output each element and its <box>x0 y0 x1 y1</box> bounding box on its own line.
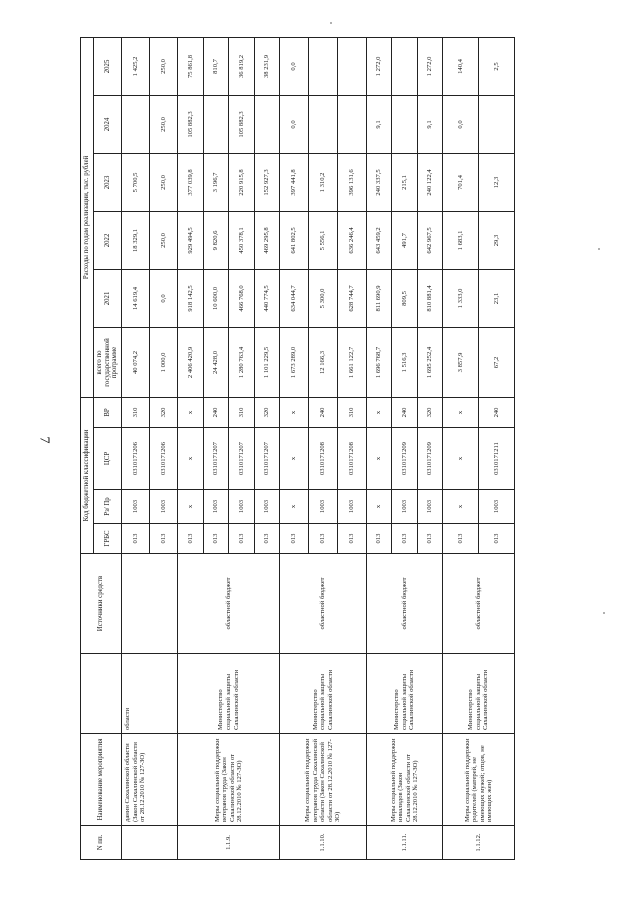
cell-2025: 2,5 <box>479 37 515 95</box>
cell-2021: 809,5 <box>392 269 417 327</box>
cell-total: 1 000,0 <box>150 327 178 397</box>
cell-2021: 628 744,7 <box>338 269 367 327</box>
cell-2025: 0,0 <box>280 37 309 95</box>
scan-artifact <box>330 22 332 24</box>
cell-src <box>122 554 178 654</box>
cell-2022: 929 494,5 <box>178 211 203 269</box>
scan-artifact <box>603 612 605 614</box>
cell-src: областной бюджет <box>178 554 280 654</box>
col-n: N пп. <box>81 826 122 860</box>
cell-2022: 250,0 <box>150 211 178 269</box>
cell-total: 3 857,9 <box>443 327 479 397</box>
cell-2023: 152 927,3 <box>254 153 279 211</box>
col-name: Наименование мероприятия <box>81 734 122 826</box>
cell-grbs: 013 <box>203 524 228 554</box>
cell-2025: 1 425,2 <box>122 37 150 95</box>
cell-2023: 250,0 <box>150 153 178 211</box>
cell-grbs: 013 <box>229 524 254 554</box>
cell-2025: 36 819,2 <box>229 37 254 95</box>
cell-csr: x <box>178 428 203 490</box>
cell-total: 12 166,3 <box>309 327 338 397</box>
col-2021: 2021 <box>93 269 121 327</box>
cell-rz: x <box>367 490 392 524</box>
cell-2025: 810,7 <box>203 37 228 95</box>
cell-2024 <box>392 95 417 153</box>
cell-csr: 0310171208 <box>338 428 367 490</box>
col-2024: 2024 <box>93 95 121 153</box>
cell-total: 1 695 252,4 <box>417 327 442 397</box>
col-2025: 2025 <box>93 37 121 95</box>
cell-2023: 397 441,8 <box>280 153 309 211</box>
cell-2022: 643 459,2 <box>367 211 392 269</box>
cell-2024: 105 882,3 <box>178 95 203 153</box>
col-budget-class: Код бюджетной классификации <box>81 397 94 553</box>
cell-name: Меры социальной поддержки инвалидов (Закон Сахалинской области от 28.12.2010 № 127-ЗО) <box>367 734 443 826</box>
cell-2022: 29,3 <box>479 211 515 269</box>
cell-2022: 491,7 <box>392 211 417 269</box>
cell-exec: Министерство социальной защиты Сахалинской области <box>280 654 367 734</box>
cell-total: 1 280 763,4 <box>229 327 254 397</box>
cell-2021: 811 690,9 <box>367 269 392 327</box>
cell-2021: 634 044,7 <box>280 269 309 327</box>
cell-2022: 641 802,5 <box>280 211 309 269</box>
cell-2025 <box>309 37 338 95</box>
cell-rz: x <box>443 490 479 524</box>
cell-n: 1.1.9. <box>178 826 280 860</box>
cell-2022: 469 295,8 <box>254 211 279 269</box>
cell-n: 1.1.10. <box>280 826 367 860</box>
col-vr: ВР <box>93 397 121 427</box>
cell-2024 <box>122 95 150 153</box>
cell-2025: 140,4 <box>443 37 479 95</box>
cell-n: 1.1.11. <box>367 826 443 860</box>
cell-exec: Министерство социальной защиты Сахалинской области <box>367 654 443 734</box>
cell-name: Меры социальной поддержки родителей (матерей, не имеющих мужей; отцов, не имеющих жен) <box>443 734 515 826</box>
cell-rz: 1003 <box>417 490 442 524</box>
cell-rz: 1003 <box>309 490 338 524</box>
cell-csr: 0310171211 <box>479 428 515 490</box>
cell-csr: 0310171209 <box>417 428 442 490</box>
table-row <box>367 37 392 859</box>
cell-2025: 75 861,8 <box>178 37 203 95</box>
cell-2022: 9 820,6 <box>203 211 228 269</box>
cell-rz: 1003 <box>122 490 150 524</box>
cell-grbs: 013 <box>417 524 442 554</box>
cell-2022: 450 378,1 <box>229 211 254 269</box>
cell-2023: 1 310,2 <box>309 153 338 211</box>
cell-n <box>122 826 178 860</box>
cell-rz: 1003 <box>254 490 279 524</box>
cell-2025 <box>392 37 417 95</box>
header-row-1 <box>81 37 94 859</box>
cell-csr: 0310171207 <box>203 428 228 490</box>
cell-total: 40 074,2 <box>122 327 150 397</box>
cell-csr: 0310171209 <box>392 428 417 490</box>
page-number: 7 <box>36 436 52 444</box>
cell-2023: 240 122,4 <box>417 153 442 211</box>
cell-total: 67,2 <box>479 327 515 397</box>
cell-csr: x <box>280 428 309 490</box>
cell-total: 1 696 768,7 <box>367 327 392 397</box>
cell-vr: x <box>178 397 203 427</box>
cell-vr: x <box>280 397 309 427</box>
cell-2022: 636 246,4 <box>338 211 367 269</box>
cell-vr: 320 <box>417 397 442 427</box>
cell-csr: 0310171207 <box>229 428 254 490</box>
cell-grbs: 013 <box>338 524 367 554</box>
cell-2021: 810 881,4 <box>417 269 442 327</box>
cell-2023: 396 131,6 <box>338 153 367 211</box>
cell-2023: 220 915,8 <box>229 153 254 211</box>
cell-2021: 14 619,4 <box>122 269 150 327</box>
cell-vr: 310 <box>338 397 367 427</box>
cell-csr: x <box>367 428 392 490</box>
cell-vr: 320 <box>150 397 178 427</box>
cell-2022: 642 967,5 <box>417 211 442 269</box>
cell-vr: x <box>443 397 479 427</box>
cell-n: 1.1.12. <box>443 826 515 860</box>
cell-csr: 0310171208 <box>309 428 338 490</box>
cell-total: 1 516,3 <box>392 327 417 397</box>
cell-2024 <box>203 95 228 153</box>
cell-grbs: 013 <box>150 524 178 554</box>
cell-vr: 240 <box>309 397 338 427</box>
col-executor <box>81 654 122 734</box>
cell-2023: 377 039,8 <box>178 153 203 211</box>
col-grbs: ГРБС <box>93 524 121 554</box>
cell-csr: 0310171206 <box>122 428 150 490</box>
col-rzpr: Рз/ Пр <box>93 490 121 524</box>
cell-rz: 1003 <box>203 490 228 524</box>
cell-total: 1 673 289,0 <box>280 327 309 397</box>
cell-src: областной бюджет <box>443 554 515 654</box>
cell-vr: x <box>367 397 392 427</box>
cell-2024: 105 882,3 <box>229 95 254 153</box>
budget-table-sheet <box>80 38 515 860</box>
cell-grbs: 013 <box>178 524 203 554</box>
cell-2024: 9,1 <box>417 95 442 153</box>
cell-2024 <box>309 95 338 153</box>
cell-2025: 1 272,0 <box>367 37 392 95</box>
cell-grbs: 013 <box>280 524 309 554</box>
cell-2025: 1 272,0 <box>417 37 442 95</box>
cell-2022: 18 329,1 <box>122 211 150 269</box>
table-row <box>443 37 479 859</box>
cell-2023: 3 196,7 <box>203 153 228 211</box>
cell-vr: 320 <box>254 397 279 427</box>
cell-exec: Министерство социальной защиты Сахалинской области <box>178 654 280 734</box>
cell-2023: 215,1 <box>392 153 417 211</box>
cell-csr: 0310171206 <box>150 428 178 490</box>
scan-artifact <box>598 248 600 250</box>
cell-exec: области <box>122 654 178 734</box>
cell-src: областной бюджет <box>367 554 443 654</box>
cell-2021: 23,1 <box>479 269 515 327</box>
cell-name: Меры социальной поддержки ветеранов труда (Закон Сахалинской области от 28.12.2010 № 127-ЗО) <box>178 734 280 826</box>
table-row <box>178 37 203 859</box>
cell-grbs: 013 <box>479 524 515 554</box>
cell-csr: x <box>443 428 479 490</box>
cell-vr: 240 <box>479 397 515 427</box>
cell-rz: 1003 <box>338 490 367 524</box>
cell-rz: x <box>280 490 309 524</box>
cell-2022: 5 556,1 <box>309 211 338 269</box>
table-row <box>280 37 309 859</box>
cell-csr: 0310171207 <box>254 428 279 490</box>
table-row <box>122 37 150 859</box>
cell-total: 2 406 420,9 <box>178 327 203 397</box>
cell-rz: 1003 <box>479 490 515 524</box>
cell-2023: 12,3 <box>479 153 515 211</box>
cell-2023: 240 337,5 <box>367 153 392 211</box>
cell-rz: x <box>178 490 203 524</box>
cell-2023: 5 700,5 <box>122 153 150 211</box>
cell-2024: 9,1 <box>367 95 392 153</box>
col-total: всего по государственной программе <box>93 327 121 397</box>
cell-grbs: 013 <box>122 524 150 554</box>
cell-2025 <box>338 37 367 95</box>
cell-vr: 310 <box>229 397 254 427</box>
cell-2025: 250,0 <box>150 37 178 95</box>
cell-2024: 250,0 <box>150 95 178 153</box>
cell-total: 24 428,0 <box>203 327 228 397</box>
cell-2021: 440 774,5 <box>254 269 279 327</box>
cell-2025: 38 231,9 <box>254 37 279 95</box>
cell-2021: 0,0 <box>150 269 178 327</box>
cell-grbs: 013 <box>309 524 338 554</box>
col-2023: 2023 <box>93 153 121 211</box>
cell-name: данин Сахалинской области (Закон Сахалинской области от 28.12.2010 № 127-ЗО) <box>122 734 178 826</box>
col-expenses: Расходы по годам реализации, тыс. рублей <box>81 37 94 397</box>
cell-2021: 918 142,5 <box>178 269 203 327</box>
cell-exec: Министерство социальной защиты Сахалинской области <box>443 654 515 734</box>
cell-src: областной бюджет <box>280 554 367 654</box>
cell-2021: 1 333,0 <box>443 269 479 327</box>
cell-2021: 466 768,0 <box>229 269 254 327</box>
cell-2023: 701,4 <box>443 153 479 211</box>
cell-2024: 0,0 <box>280 95 309 153</box>
cell-2024 <box>338 95 367 153</box>
cell-2024: 0,0 <box>443 95 479 153</box>
cell-total: 1 101 229,5 <box>254 327 279 397</box>
cell-total: 1 661 122,7 <box>338 327 367 397</box>
col-source: Источники средств <box>81 554 122 654</box>
cell-rz: 1003 <box>150 490 178 524</box>
cell-vr: 310 <box>122 397 150 427</box>
cell-grbs: 013 <box>392 524 417 554</box>
cell-vr: 240 <box>392 397 417 427</box>
cell-2024 <box>479 95 515 153</box>
cell-name: Меры социальной поддержки ветеранов труда Сахалинской области (Закон Сахалинской области от 28.12.2010 № 127-ЗО) <box>280 734 367 826</box>
col-csr: ЦСР <box>93 428 121 490</box>
cell-rz: 1003 <box>392 490 417 524</box>
cell-grbs: 013 <box>367 524 392 554</box>
budget-table <box>80 37 515 860</box>
cell-vr: 240 <box>203 397 228 427</box>
cell-rz: 1003 <box>229 490 254 524</box>
col-2022: 2022 <box>93 211 121 269</box>
cell-2022: 1 683,1 <box>443 211 479 269</box>
cell-2021: 10 600,0 <box>203 269 228 327</box>
cell-2024 <box>254 95 279 153</box>
cell-2021: 5 300,0 <box>309 269 338 327</box>
cell-grbs: 013 <box>443 524 479 554</box>
cell-grbs: 013 <box>254 524 279 554</box>
